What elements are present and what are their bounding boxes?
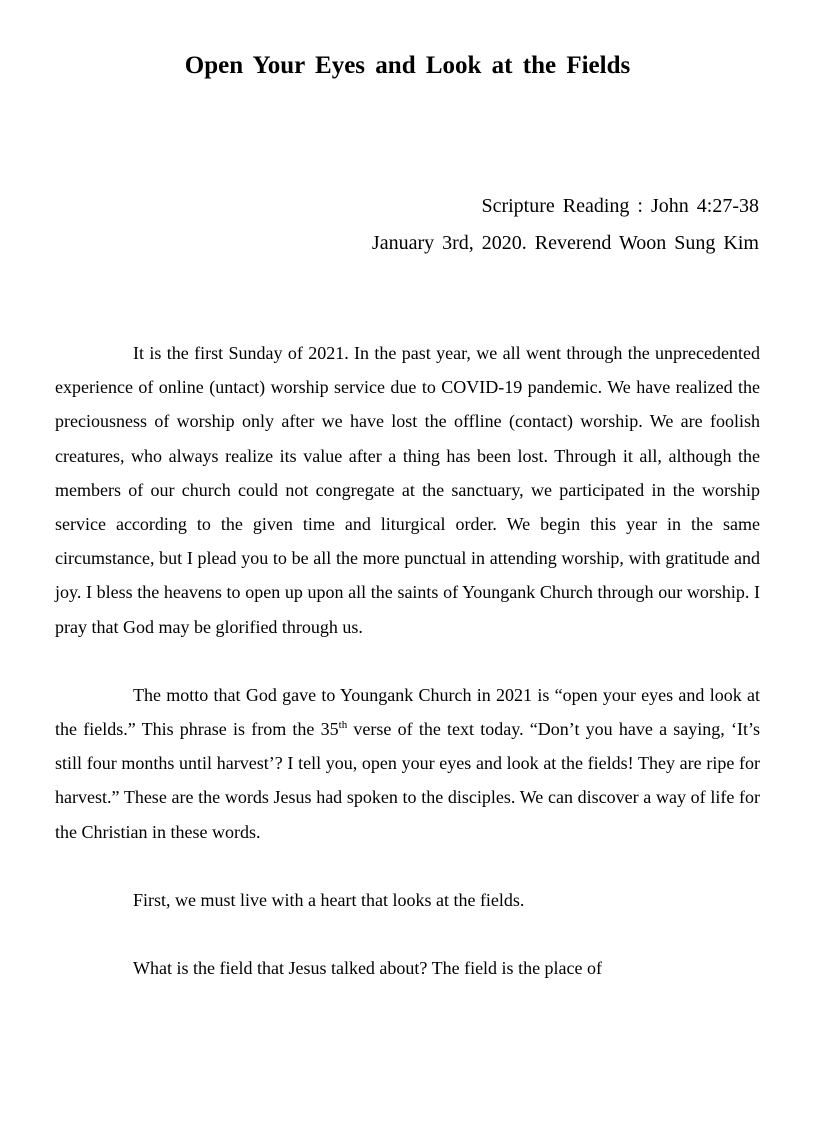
sermon-title: Open Your Eyes and Look at the Fields — [184, 52, 631, 79]
scripture-reading: Scripture Reading : John 4:27-38 — [481, 195, 759, 217]
paragraph-2-text-start: The motto that God gave to Youngank Church in 2021 is “open your eyes and look at the fields.” This phrase is from the 35 — [55, 684, 760, 740]
date-and-author: January 3rd, 2020. Reverend Woon Sung Kim — [371, 232, 759, 254]
sermon-body — [55, 336, 760, 1019]
paragraph-2-text-end: verse of the text today. “Don’t you have a saying, ‘It’s still four months until harvest’? I tell you, open your eyes and look at the fields! They are ripe for harvest.” These are the words Jesus had spoken to the disciples. We can discover a way of life for the Christian in these words. — [55, 719, 760, 842]
ordinal-superscript: th — [338, 719, 348, 732]
paragraph-4: What is the field that Jesus talked about? The field is the place of — [133, 958, 603, 979]
paragraph-3: First, we must live with a heart that looks at the fields. — [133, 889, 525, 910]
paragraph-1: It is the first Sunday of 2021. In the past year, we all went through the unprecedented experience of online (untact) worship service due to COVID-19 pandemic. We have realized the preciousness of worship only after we have lost the offline (contact) worship. We are foolish creatures, who always realize its value after a thing has been lost. Through it all, although the members of our church could not congregate at the sanctuary, we participated in the worship service according to the given time and liturgical order. We begin this year in the same circumstance, but I plead you to be all the more punctual in attending worship, with gratitude and joy. I bless the heavens to open up upon all the saints of Youngank Church through our worship. I pray that God may be glorified through us. — [55, 343, 760, 637]
paragraph-2 — [55, 678, 760, 849]
